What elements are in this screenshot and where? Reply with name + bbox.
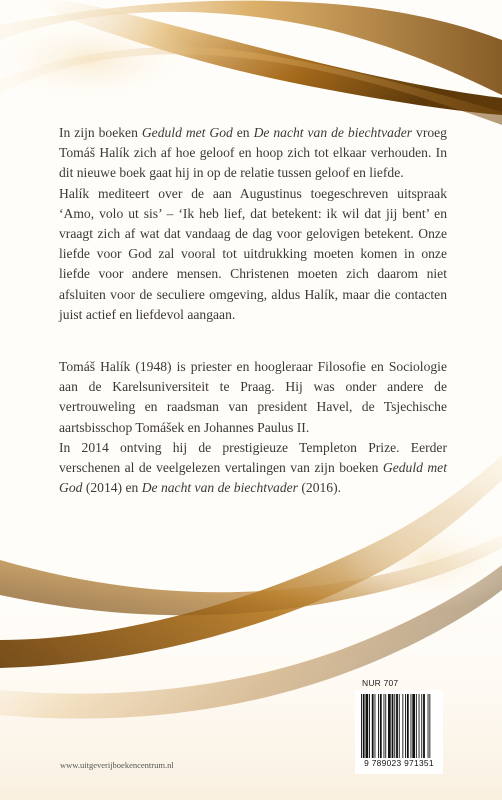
book-title: Geduld met God [59,460,447,496]
book-title: Geduld met God [141,125,233,140]
blurb-paragraph-1: In zijn boeken Geduld met God en De nacht van de biechtvader vroeg Tomáš Halík zich af hoe geloof en hoop zich tot elkaar verhouden. In dit nieuwe boek gaat hij in op de relatie tussen geloof en liefde. [59,125,447,181]
book-title: De nacht van de biechtvader [141,480,298,496]
author-bio [59,357,447,498]
book-title: De nacht van de biechtvader [253,125,413,140]
isbn-number: 9 789023 971351 [364,758,434,768]
blurb-text [59,123,447,325]
bio-paragraph-2: In 2014 ontving hij de prestigieuze Templeton Prize. Eerder verschenen al de veelgelezen vertalingen van zijn boeken Geduld met God (2014) en De nacht van de biechtvader (2016). [59,439,447,496]
nur-code: NUR 707 [362,678,399,688]
isbn-barcode [355,690,443,774]
blurb-paragraph-2: Halík mediteert over de aan Augustinus toegeschreven uitspraak ‘Amo, volo ut sis’ – ‘Ik heb lief, dat betekent: ik wil dat jij bent’ en vraagt zich af wat dat vandaag de dag voor gelovigen betekent. Onze liefde voor God zal vooral tot uitdrukking moeten komen in onze liefde voor andere mensen. Christenen moeten zich daarom niet afsluiten voor de seculiere omgeving, aldus Halík, maar die contacten juist actief en liefdevol aangaan. [59,185,447,322]
publisher-website: www.uitgeverijboekencentrum.nl [60,760,174,770]
bio-paragraph-1: Tomáš Halík (1948) is priester en hoogleraar Filosofie en Sociologie aan de Karelsuniversiteit te Praag. Hij was onder andere de vertrouweling en raadsman van president Havel, de Tsjechische aartsbisschop Tomášek en Johannes Paulus II. [59,359,447,435]
barcode-icon [360,694,438,760]
